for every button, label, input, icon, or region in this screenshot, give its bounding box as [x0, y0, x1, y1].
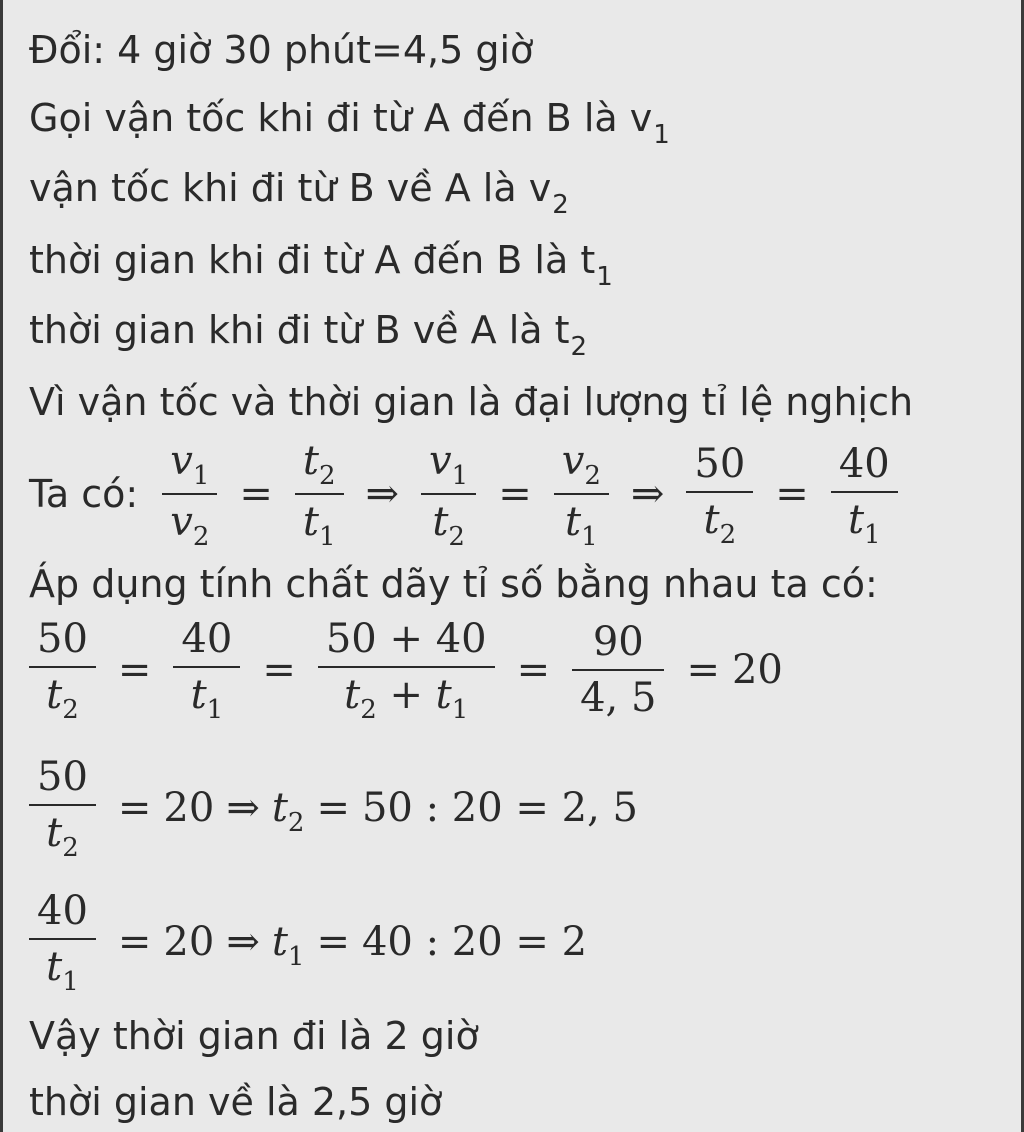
text-line-v2: vận tốc khi đi từ B về A là $v_2$	[29, 166, 569, 220]
text-line-ratio-property: Áp dụng tính chất dãy tỉ số bằng nhau ta có:	[29, 562, 878, 606]
text-line-inverse-proportion: Vì vận tốc và thời gian là đại lượng tỉ lệ nghịch	[29, 380, 914, 424]
equation-equal-ratios: $\frac{50}{t_2}$ = $\frac{40}{t_1}$ = $\frac{50 + 40}{t_2 + t_1}$ = $\frac{90}{4, 5}$ = 20	[29, 614, 783, 725]
fraction-v1-v2: $\frac{v_1}{v_2}$	[162, 436, 217, 552]
text-line-t1: thời gian khi đi từ A đến B là $t_1$	[29, 238, 613, 292]
fraction-v2-t1: $\frac{v_2}{t_1}$	[554, 436, 609, 552]
fraction-50-t2: $\frac{50}{t_2}$	[686, 439, 753, 550]
text-line-conclusion-go: Vậy thời gian đi là 2 giờ	[29, 1014, 479, 1058]
fraction-40-t1: $\frac{40}{t_1}$	[173, 614, 240, 725]
text-line-conversion: Đổi: 4 giờ 30 phút=4,5 giờ	[29, 28, 534, 72]
fraction-40-t1: $\frac{40}{t_1}$	[831, 439, 898, 550]
fraction-sum: $\frac{50 + 40}{t_2 + t_1}$	[318, 614, 495, 725]
equation-t1: $\frac{40}{t_1}$ = 20 ⇒ $t_1$ = 40 : 20 = 2	[29, 886, 587, 997]
fraction-v1-t2: $\frac{v_1}{t_2}$	[421, 436, 476, 552]
fraction-t2-t1: $\frac{t_2}{t_1}$	[295, 436, 344, 552]
fraction-90-4-5: $\frac{90}{4, 5}$	[572, 617, 664, 723]
text-line-t2: thời gian khi đi từ B về A là $t_2$	[29, 308, 588, 362]
fraction-40-t1: $\frac{40}{t_1}$	[29, 886, 96, 997]
text-line-v1: Gọi vận tốc khi đi từ A đến B là $v_1$	[29, 96, 670, 150]
fraction-50-t2: $\frac{50}{t_2}$	[29, 614, 96, 725]
equation-t2: $\frac{50}{t_2}$ = 20 ⇒ $t_2$ = 50 : 20 = 2, 5	[29, 752, 638, 863]
text-line-conclusion-return: thời gian về là 2,5 giờ	[29, 1080, 443, 1124]
fraction-50-t2: $\frac{50}{t_2}$	[29, 752, 96, 863]
equation-ratio: Ta có: $\frac{v_1}{v_2}$ = $\frac{t_2}{t_1}$ ⇒ $\frac{v_1}{t_2}$ = $\frac{v_2}{t_1}$ ⇒ $\frac{50}{t_2}$ = $\frac{40}{t_1}$	[29, 436, 908, 552]
